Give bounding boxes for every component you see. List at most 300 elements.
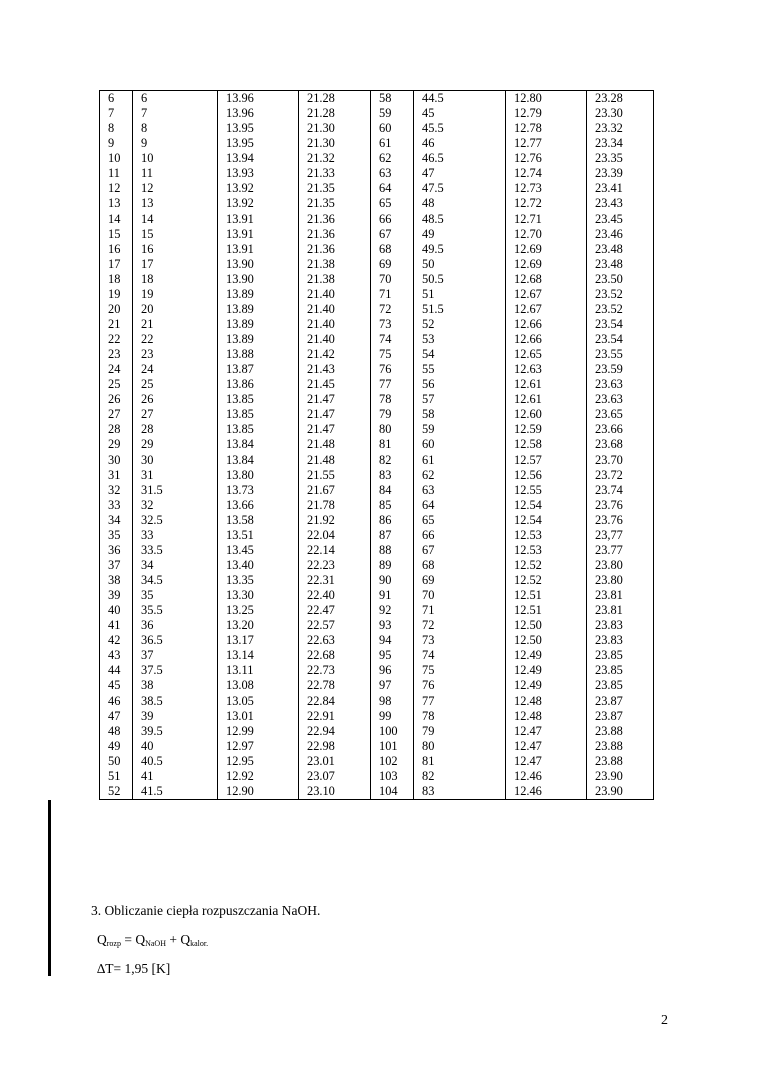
table-cell: 23.83 <box>587 633 654 648</box>
table-cell: 76 <box>414 678 506 693</box>
table-cell: 12.59 <box>506 422 587 437</box>
table-cell: 23.50 <box>587 272 654 287</box>
table-cell: 21.28 <box>299 106 371 121</box>
table-cell: 49.5 <box>414 242 506 257</box>
table-cell: 22.78 <box>299 678 371 693</box>
table-cell: 65 <box>371 196 414 211</box>
table-cell: 23.70 <box>587 453 654 468</box>
table-row <box>100 648 654 663</box>
table-cell: 59 <box>371 106 414 121</box>
table-cell: 10 <box>133 151 218 166</box>
table-cell: 10 <box>100 151 133 166</box>
table-empty-cell <box>414 799 506 800</box>
table-cell: 23.80 <box>587 558 654 573</box>
table-cell: 36 <box>100 543 133 558</box>
table-cell: 21.47 <box>299 392 371 407</box>
table-cell: 46 <box>100 694 133 709</box>
table-empty-cell <box>218 799 299 800</box>
table-cell: 13.92 <box>218 196 299 211</box>
table-cell: 76 <box>371 362 414 377</box>
table-cell: 38 <box>100 573 133 588</box>
table-cell: 12.48 <box>506 709 587 724</box>
formula-equals: = <box>120 932 136 947</box>
table-cell: 14 <box>133 212 218 227</box>
table-cell: 101 <box>371 739 414 754</box>
table-row <box>100 196 654 211</box>
table-cell: 21.42 <box>299 347 371 362</box>
table-cell: 88 <box>371 543 414 558</box>
table-cell: 13.89 <box>218 317 299 332</box>
table-row <box>100 151 654 166</box>
table-cell: 21.38 <box>299 257 371 272</box>
table-cell: 18 <box>133 272 218 287</box>
table-cell: 91 <box>371 588 414 603</box>
table-cell: 41 <box>133 769 218 784</box>
table-cell: 12.53 <box>506 528 587 543</box>
table-row <box>100 106 654 121</box>
table-cell: 50 <box>100 754 133 769</box>
formula-q-symbol: Q <box>135 932 146 947</box>
table-cell: 12 <box>133 181 218 196</box>
table-cell: 50 <box>414 257 506 272</box>
table-cell: 23.30 <box>587 106 654 121</box>
table-cell: 37 <box>133 648 218 663</box>
table-cell: 74 <box>371 332 414 347</box>
table-cell: 21.40 <box>299 287 371 302</box>
table-cell: 58 <box>371 91 414 107</box>
table-row <box>100 257 654 272</box>
table-cell: 12.46 <box>506 784 587 799</box>
table-cell: 40.5 <box>133 754 218 769</box>
table-cell: 13.85 <box>218 422 299 437</box>
table-cell: 21.45 <box>299 377 371 392</box>
table-cell: 17 <box>100 257 133 272</box>
table-cell: 13 <box>133 196 218 211</box>
table-cell: 12.50 <box>506 633 587 648</box>
table-cell: 45 <box>414 106 506 121</box>
table-cell: 23.66 <box>587 422 654 437</box>
table-row <box>100 468 654 483</box>
table-cell: 75 <box>414 663 506 678</box>
table-cell: 27 <box>133 407 218 422</box>
table-cell: 12 <box>100 181 133 196</box>
table-row <box>100 166 654 181</box>
table-cell: 48.5 <box>414 212 506 227</box>
table-cell: 26 <box>100 392 133 407</box>
table-cell: 25 <box>100 377 133 392</box>
table-cell: 12.80 <box>506 91 587 107</box>
table-cell: 93 <box>371 618 414 633</box>
table-cell: 12.66 <box>506 332 587 347</box>
table-cell: 81 <box>371 437 414 452</box>
table-row <box>100 483 654 498</box>
table-cell: 79 <box>371 407 414 422</box>
table-cell: 12.70 <box>506 227 587 242</box>
table-cell: 21.30 <box>299 121 371 136</box>
table-cell: 12.74 <box>506 166 587 181</box>
table-cell: 35 <box>133 588 218 603</box>
margin-change-bar <box>48 800 51 976</box>
table-cell: 23.34 <box>587 136 654 151</box>
table-cell: 72 <box>414 618 506 633</box>
table-cell: 33 <box>133 528 218 543</box>
section-heading: 3. Obliczanie ciepła rozpuszczania NaOH. <box>91 903 321 918</box>
table-cell: 67 <box>371 227 414 242</box>
table-cell: 13.01 <box>218 709 299 724</box>
table-cell: 9 <box>133 136 218 151</box>
table-cell: 52 <box>414 317 506 332</box>
table-cell: 40 <box>133 739 218 754</box>
table-cell: 23.83 <box>587 618 654 633</box>
table-row <box>100 498 654 513</box>
table-cell: 16 <box>100 242 133 257</box>
table-cell: 23.87 <box>587 694 654 709</box>
table-cell: 23.32 <box>587 121 654 136</box>
table-cell: 12.73 <box>506 181 587 196</box>
table-cell: 69 <box>371 257 414 272</box>
table-cell: 22.23 <box>299 558 371 573</box>
table-cell: 23 <box>133 347 218 362</box>
table-cell: 22 <box>133 332 218 347</box>
table-cell: 21.67 <box>299 483 371 498</box>
table-cell: 23.35 <box>587 151 654 166</box>
table-cell: 23.74 <box>587 483 654 498</box>
table-cell: 12.67 <box>506 287 587 302</box>
table-cell: 71 <box>371 287 414 302</box>
table-cell: 37 <box>100 558 133 573</box>
table-row <box>100 121 654 136</box>
table-cell: 23.55 <box>587 347 654 362</box>
table-cell: 98 <box>371 694 414 709</box>
table-row <box>100 618 654 633</box>
table-cell: 13.05 <box>218 694 299 709</box>
table-cell: 42 <box>100 633 133 648</box>
table-cell: 23.52 <box>587 302 654 317</box>
table-cell: 22.14 <box>299 543 371 558</box>
table-row <box>100 513 654 528</box>
table-cell: 6 <box>133 91 218 107</box>
table-cell: 81 <box>414 754 506 769</box>
table-row <box>100 362 654 377</box>
table-row <box>100 242 654 257</box>
table-cell: 62 <box>371 151 414 166</box>
table-cell: 23.90 <box>587 769 654 784</box>
table-cell: 26 <box>133 392 218 407</box>
table-cell: 14 <box>100 212 133 227</box>
table-cell: 13.84 <box>218 437 299 452</box>
table-cell: 22.68 <box>299 648 371 663</box>
table-cell: 21.48 <box>299 453 371 468</box>
table-cell: 79 <box>414 724 506 739</box>
table-cell: 23.88 <box>587 739 654 754</box>
table-cell: 22.84 <box>299 694 371 709</box>
table-cell: 9 <box>100 136 133 151</box>
table-cell: 55 <box>414 362 506 377</box>
table-cell: 48 <box>414 196 506 211</box>
table-cell: 64 <box>371 181 414 196</box>
table-cell: 22.31 <box>299 573 371 588</box>
table-cell: 6 <box>100 91 133 107</box>
table-cell: 23.65 <box>587 407 654 422</box>
table-cell: 12.76 <box>506 151 587 166</box>
table-row <box>100 91 654 107</box>
table-cell: 12.47 <box>506 754 587 769</box>
table-cell: 21.38 <box>299 272 371 287</box>
table-cell: 12.72 <box>506 196 587 211</box>
table-cell: 62 <box>414 468 506 483</box>
table-cell: 44.5 <box>414 91 506 107</box>
table-cell: 23.63 <box>587 377 654 392</box>
table-cell: 23.81 <box>587 588 654 603</box>
table-cell: 39 <box>133 709 218 724</box>
table-cell: 12.63 <box>506 362 587 377</box>
table-cell: 21 <box>133 317 218 332</box>
table-cell: 13.91 <box>218 242 299 257</box>
table-cell: 47.5 <box>414 181 506 196</box>
table-cell: 67 <box>414 543 506 558</box>
table-row <box>100 437 654 452</box>
table-cell: 13.25 <box>218 603 299 618</box>
table-row <box>100 453 654 468</box>
formula-q-symbol: Q <box>97 932 107 947</box>
table-cell: 61 <box>371 136 414 151</box>
table-cell: 7 <box>100 106 133 121</box>
table-cell: 13.95 <box>218 121 299 136</box>
table-cell: 94 <box>371 633 414 648</box>
table-cell: 64 <box>414 498 506 513</box>
table-cell: 77 <box>371 377 414 392</box>
table-cell: 12.54 <box>506 498 587 513</box>
table-cell: 12.71 <box>506 212 587 227</box>
table-cell: 13.92 <box>218 181 299 196</box>
table-cell: 23.41 <box>587 181 654 196</box>
table-cell: 22.98 <box>299 739 371 754</box>
table-row <box>100 212 654 227</box>
table-cell: 19 <box>133 287 218 302</box>
table-row <box>100 136 654 151</box>
table-cell: 33 <box>100 498 133 513</box>
table-cell: 13.11 <box>218 663 299 678</box>
table-cell: 70 <box>414 588 506 603</box>
table-cell: 12.61 <box>506 392 587 407</box>
table-cell: 21.36 <box>299 227 371 242</box>
table-cell: 13.89 <box>218 287 299 302</box>
table-cell: 41.5 <box>133 784 218 799</box>
table-cell: 75 <box>371 347 414 362</box>
table-cell: 12.47 <box>506 739 587 754</box>
table-cell: 21.30 <box>299 136 371 151</box>
table-cell: 13.96 <box>218 91 299 107</box>
table-cell: 12.55 <box>506 483 587 498</box>
table-cell: 12.50 <box>506 618 587 633</box>
table-row <box>100 302 654 317</box>
table-cell: 46.5 <box>414 151 506 166</box>
table-cell: 12.69 <box>506 242 587 257</box>
table-cell: 21.28 <box>299 91 371 107</box>
table-cell: 47 <box>100 709 133 724</box>
table-cell: 28 <box>100 422 133 437</box>
table-cell: 23.10 <box>299 784 371 799</box>
table-cell: 23.48 <box>587 242 654 257</box>
table-cell: 96 <box>371 663 414 678</box>
table-cell: 23.45 <box>587 212 654 227</box>
table-cell: 45 <box>100 678 133 693</box>
table-cell: 28 <box>133 422 218 437</box>
table-cell: 23.54 <box>587 317 654 332</box>
table-cell: 23.88 <box>587 724 654 739</box>
table-cell: 87 <box>371 528 414 543</box>
table-cell: 23.76 <box>587 498 654 513</box>
table-cell: 59 <box>414 422 506 437</box>
table-cell: 12.68 <box>506 272 587 287</box>
table-row <box>100 272 654 287</box>
table-cell: 51 <box>100 769 133 784</box>
table-cell: 11 <box>100 166 133 181</box>
table-cell: 17 <box>133 257 218 272</box>
table-cell: 39.5 <box>133 724 218 739</box>
table-row <box>100 709 654 724</box>
table-cell: 40 <box>100 603 133 618</box>
table-cell: 25 <box>133 377 218 392</box>
table-cell: 12.49 <box>506 648 587 663</box>
table-cell: 84 <box>371 483 414 498</box>
table-row <box>100 543 654 558</box>
table-cell: 12.56 <box>506 468 587 483</box>
table-cell: 23.90 <box>587 784 654 799</box>
table-row <box>100 694 654 709</box>
table-cell: 22 <box>100 332 133 347</box>
table-cell: 21.36 <box>299 242 371 257</box>
table-cell: 16 <box>133 242 218 257</box>
table-empty-cell <box>371 799 414 800</box>
table-row <box>100 347 654 362</box>
table-cell: 31 <box>100 468 133 483</box>
table-cell: 74 <box>414 648 506 663</box>
table-row <box>100 227 654 242</box>
table-cell: 21.47 <box>299 422 371 437</box>
table-row <box>100 422 654 437</box>
table-cell: 61 <box>414 453 506 468</box>
table-cell: 27 <box>100 407 133 422</box>
table-cell: 7 <box>133 106 218 121</box>
table-cell: 13.88 <box>218 347 299 362</box>
table-cell: 13.90 <box>218 272 299 287</box>
table-cell: 43 <box>100 648 133 663</box>
table-cell: 13.14 <box>218 648 299 663</box>
table-cell: 80 <box>371 422 414 437</box>
table-cell: 21 <box>100 317 133 332</box>
table-row <box>100 754 654 769</box>
table-cell: 82 <box>371 453 414 468</box>
table-cell: 35 <box>100 528 133 543</box>
table-cell: 31 <box>133 468 218 483</box>
table-cell: 92 <box>371 603 414 618</box>
table-cell: 23,77 <box>587 528 654 543</box>
table-empty-cell <box>100 799 133 800</box>
table-cell: 13.94 <box>218 151 299 166</box>
table-cell: 23.85 <box>587 678 654 693</box>
table-cell: 30 <box>133 453 218 468</box>
table-cell: 53 <box>414 332 506 347</box>
table-cell: 95 <box>371 648 414 663</box>
table-row <box>100 377 654 392</box>
table-cell: 30 <box>100 453 133 468</box>
table-row <box>100 603 654 618</box>
table-cell: 68 <box>371 242 414 257</box>
table-row <box>100 784 654 799</box>
table-row <box>100 287 654 302</box>
table-cell: 21.55 <box>299 468 371 483</box>
table-cell: 83 <box>414 784 506 799</box>
heat-formula <box>97 932 208 948</box>
table-empty-cell <box>587 799 654 800</box>
table-cell: 23.07 <box>299 769 371 784</box>
table-cell: 12.60 <box>506 407 587 422</box>
table-cell: 66 <box>414 528 506 543</box>
table-cell: 22.91 <box>299 709 371 724</box>
table-cell: 23.28 <box>587 91 654 107</box>
table-cell: 13.66 <box>218 498 299 513</box>
table-cell: 102 <box>371 754 414 769</box>
table-cell: 12.65 <box>506 347 587 362</box>
table-cell: 36 <box>133 618 218 633</box>
table-cell: 23.43 <box>587 196 654 211</box>
table-cell: 80 <box>414 739 506 754</box>
table-cell: 100 <box>371 724 414 739</box>
table-cell: 12.51 <box>506 588 587 603</box>
table-cell: 13.93 <box>218 166 299 181</box>
table-cell: 21.32 <box>299 151 371 166</box>
table-cell: 12.54 <box>506 513 587 528</box>
table-row <box>100 558 654 573</box>
table-cell: 104 <box>371 784 414 799</box>
table-cell: 49 <box>100 739 133 754</box>
table-cell: 21.47 <box>299 407 371 422</box>
table-cell: 12.58 <box>506 437 587 452</box>
table-cell: 12.46 <box>506 769 587 784</box>
table-cell: 13.85 <box>218 392 299 407</box>
table-cell: 23.52 <box>587 287 654 302</box>
table-cell: 34 <box>133 558 218 573</box>
table-cell: 66 <box>371 212 414 227</box>
table-cell: 63 <box>414 483 506 498</box>
table-cell: 13.73 <box>218 483 299 498</box>
table-empty-cell <box>133 799 218 800</box>
table-cell: 21.35 <box>299 196 371 211</box>
table-cell: 18 <box>100 272 133 287</box>
table-cell: 11 <box>133 166 218 181</box>
table-cell: 23.01 <box>299 754 371 769</box>
table-cell: 23.76 <box>587 513 654 528</box>
table-cell: 23.68 <box>587 437 654 452</box>
table-cell: 52 <box>100 784 133 799</box>
table-cell: 23.39 <box>587 166 654 181</box>
table-cell: 85 <box>371 498 414 513</box>
table-cell: 13.58 <box>218 513 299 528</box>
table-cell: 51 <box>414 287 506 302</box>
table-cell: 103 <box>371 769 414 784</box>
table-cell: 12.99 <box>218 724 299 739</box>
table-cell: 23.77 <box>587 543 654 558</box>
table-cell: 12.53 <box>506 543 587 558</box>
table-cell: 12.79 <box>506 106 587 121</box>
table-cell: 21.40 <box>299 317 371 332</box>
table-cell: 22.57 <box>299 618 371 633</box>
table-cell: 47 <box>414 166 506 181</box>
table-cell: 46 <box>414 136 506 151</box>
table-cell: 13.30 <box>218 588 299 603</box>
table-cell: 37.5 <box>133 663 218 678</box>
